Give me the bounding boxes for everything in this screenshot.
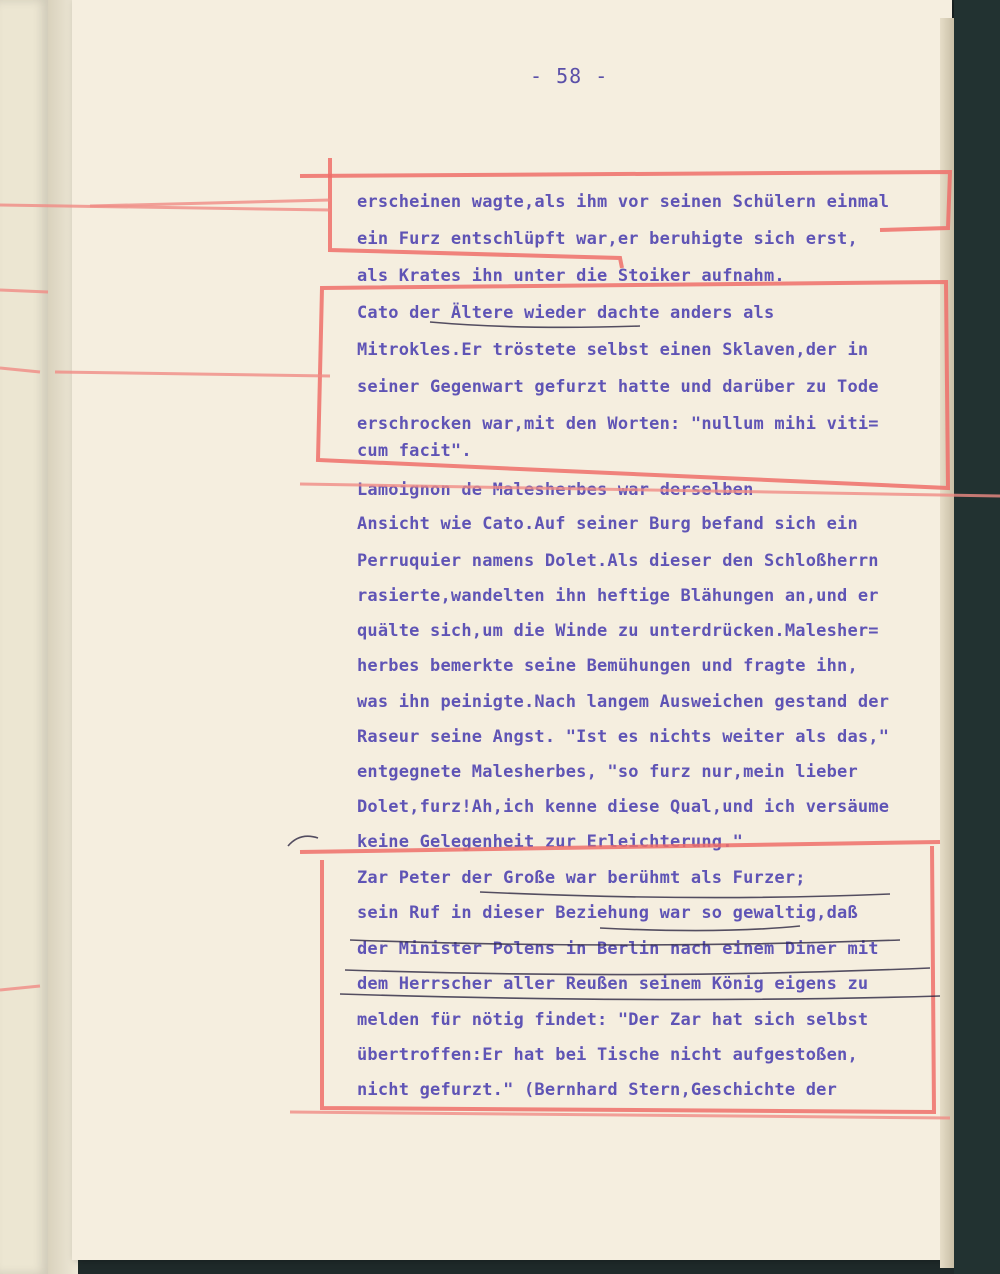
text-line: quälte sich,um die Winde zu unterdrücken.Malesher= <box>357 621 879 641</box>
red-line-zar-top <box>300 842 940 852</box>
text-line: Cato der Ältere wieder dachte anders als <box>357 303 775 323</box>
text-line: ein Furz entschlüpft war,er beruhigte sich erst, <box>357 229 858 249</box>
text-line: dem Herrscher aller Reußen seinem König eigens zu <box>357 974 869 994</box>
text-line: rasierte,wandelten ihn heftige Blähungen an,und er <box>357 586 879 606</box>
ink-underline <box>430 322 640 327</box>
ink-hook <box>288 836 318 846</box>
text-line: keine Gelegenheit zur Erleichterung." <box>357 832 744 852</box>
text-line: erschrocken war,mit den Worten: "nullum mihi viti= <box>357 414 879 434</box>
red-margin-stroke <box>0 986 40 990</box>
text-line: Lamoignon de Malesherbes war derselben <box>357 480 754 500</box>
ink-underline <box>600 926 800 931</box>
text-line: erscheinen wagte,als ihm vor seinen Schülern einmal <box>357 192 890 212</box>
text-line: Ansicht wie Cato.Auf seiner Burg befand sich ein <box>357 514 858 534</box>
text-line: was ihn peinigte.Nach langem Ausweichen gestand der <box>357 692 890 712</box>
ink-underline <box>350 940 900 945</box>
text-line: herbes bemerkte seine Bemühungen und fragte ihn, <box>357 656 858 676</box>
text-line: cum facit". <box>357 441 472 461</box>
text-line: Mitrokles.Er tröstete selbst einen Sklaven,der in <box>357 340 869 360</box>
ink-underline <box>345 968 930 975</box>
text-line: entgegnete Malesherbes, "so furz nur,mein lieber <box>357 762 858 782</box>
text-line: sein Ruf in dieser Beziehung war so gewaltig,daß <box>357 903 858 923</box>
page-number: - 58 - <box>530 64 609 88</box>
text-line: nicht gefurzt." (Bernhard Stern,Geschichte der <box>357 1080 838 1100</box>
text-line: seiner Gegenwart gefurzt hatte und darüber zu Tode <box>357 377 879 397</box>
ink-underline <box>480 892 890 898</box>
text-line: übertroffen:Er hat bei Tische nicht aufgestoßen, <box>357 1045 858 1065</box>
text-line: Raseur seine Angst. "Ist es nichts weiter als das," <box>357 727 890 747</box>
red-margin-stroke <box>0 368 40 372</box>
text-line: Dolet,furz!Ah,ich kenne diese Qual,und ich versäume <box>357 797 890 817</box>
text-line: Perruquier namens Dolet.Als dieser den Schloßherrn <box>357 551 879 571</box>
text-line: melden für nötig findet: "Der Zar hat sich selbst <box>357 1010 869 1030</box>
ink-underline <box>340 994 940 1000</box>
red-box-cato <box>318 282 948 488</box>
red-box-zar <box>322 846 934 1112</box>
text-line: als Krates ihn unter die Stoiker aufnahm. <box>357 266 785 286</box>
red-margin-stroke <box>90 200 330 206</box>
red-margin-stroke <box>0 205 330 210</box>
red-margin-stroke <box>55 372 330 376</box>
red-line-top-right <box>300 172 950 230</box>
text-line: der Minister Polens in Berlin nach einem Diner mit <box>357 939 879 959</box>
red-margin-stroke <box>0 290 48 292</box>
text-line: Zar Peter der Große war berühmt als Furzer; <box>357 868 806 888</box>
